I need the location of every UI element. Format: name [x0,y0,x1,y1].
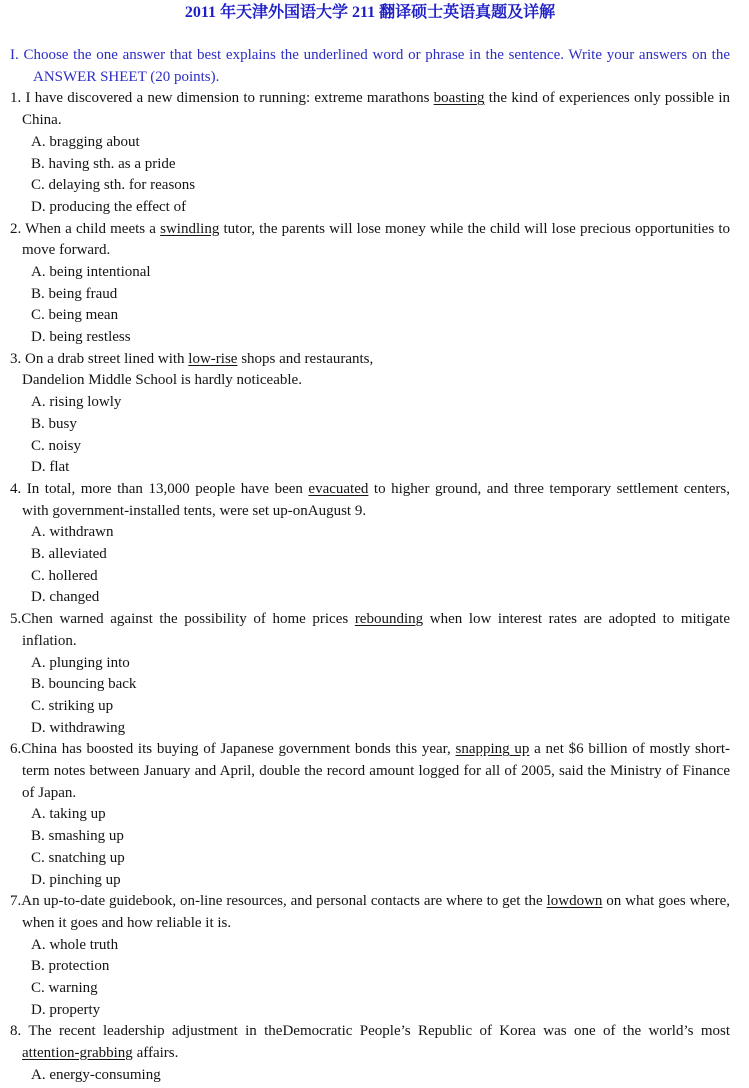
option: D. property [31,1001,101,1018]
option: B. protection [31,958,110,975]
question-8 [10,1021,730,1086]
option: A. being intentional [31,263,151,280]
document-title: 2011 年天津外国语大学 211 翻译硕士英语真题及详解 [184,4,556,21]
underlined-term: attention-grabbing [22,1045,133,1062]
underlined-term: swindling [160,220,220,237]
question-1 [10,88,730,218]
option: A. bragging about [31,133,140,150]
option: C. noisy [31,437,82,454]
option: D. pinching up [31,871,121,888]
option: B. alleviated [31,546,107,563]
stem-before: 8. The recent leadership adjustment in theDemocratic People’s Republic of Korea was one of the world’s most [10,1023,730,1040]
underlined-term: boasting [433,90,485,107]
stem-after: tutor, the parents will lose money while the child will lose precious opportunities to move forward. [22,220,730,259]
question-6-stem [10,739,731,804]
question-4 [10,479,730,609]
option: C. snatching up [31,849,125,866]
option: C. hollered [31,567,98,584]
option: A. rising lowly [31,394,122,411]
option: B. being fraud [31,285,118,302]
option: B. smashing up [31,828,124,845]
underlined-term: low-rise [188,350,238,367]
option: C. delaying sth. for reasons [31,177,196,194]
question-7 [10,891,730,1021]
option: B. bouncing back [31,676,137,693]
option: A. energy-consuming [31,1066,161,1083]
option: C. striking up [31,697,114,714]
question-7-stem [10,891,730,934]
question-5-stem [10,609,730,652]
question-6 [10,739,730,891]
question-5 [10,609,730,739]
underlined-term: evacuated [308,480,369,497]
option: B. having sth. as a pride [31,155,176,172]
stem-after: a net $6 billion of mostly short-term notes between January and April, double the record amount logged for all of 2005, said the Ministry of Finance of Japan. [22,741,731,801]
stem-before: 2. When a child meets a [10,220,161,237]
underlined-term: rebounding [354,611,424,628]
stem-before: 5.Chen warned against the possibility of home prices [10,611,355,628]
stem-after: to higher ground, and three temporary settlement centers, with government-installed tents, were set up-onAugust 9. [22,480,730,519]
stem-after: shops and restaurants, [237,350,374,367]
question-3 [10,349,730,479]
stem-after: affairs. [132,1045,179,1062]
question-4-stem [10,479,730,522]
stem-after: the kind of experiences only possible in China. [22,90,730,129]
stem-after: when low interest rates are adopted to mitigate inflation. [22,611,730,649]
question-3-stem [10,349,730,392]
question-1-stem [10,88,730,131]
stem-after: on what goes where, when it goes and how reliable it is. [22,893,730,931]
option: D. flat [31,459,70,476]
option: A. taking up [31,806,106,823]
stem-before: 4. In total, more than 13,000 people have been [10,480,309,497]
stem-before: 3. On a drab street lined with [10,350,189,367]
option: D. producing the effect of [31,198,187,215]
stem-before: 6.China has boosted its buying of Japanese government bonds this year, [10,741,456,758]
stem-before: 1. I have discovered a new dimension to running: extreme marathons [10,90,434,107]
question-8-stem [10,1021,730,1064]
option: A. whole truth [31,936,119,953]
option: D. withdrawing [31,719,126,736]
stem-before: 7.An up-to-date guidebook, on-line resources, and personal contacts are where to get the [10,893,547,910]
option: A. withdrawn [31,524,114,541]
option: D. being restless [31,329,131,346]
underlined-term: lowdown [546,893,603,910]
option: A. plunging into [31,654,130,671]
stem-line2: Dandelion Middle School is hardly noticeable. [22,372,302,389]
section-instruction: I. Choose the one answer that best explains the underlined word or phrase in the sentence. Write your answers on the ANSWER SHEET (20 points). [10,47,730,85]
option: D. changed [31,589,100,606]
option: C. being mean [31,307,119,324]
option: C. warning [31,980,98,997]
question-2-stem [10,219,730,262]
option: B. busy [31,415,77,432]
underlined-term: snapping up [455,741,530,758]
question-2 [10,219,730,349]
